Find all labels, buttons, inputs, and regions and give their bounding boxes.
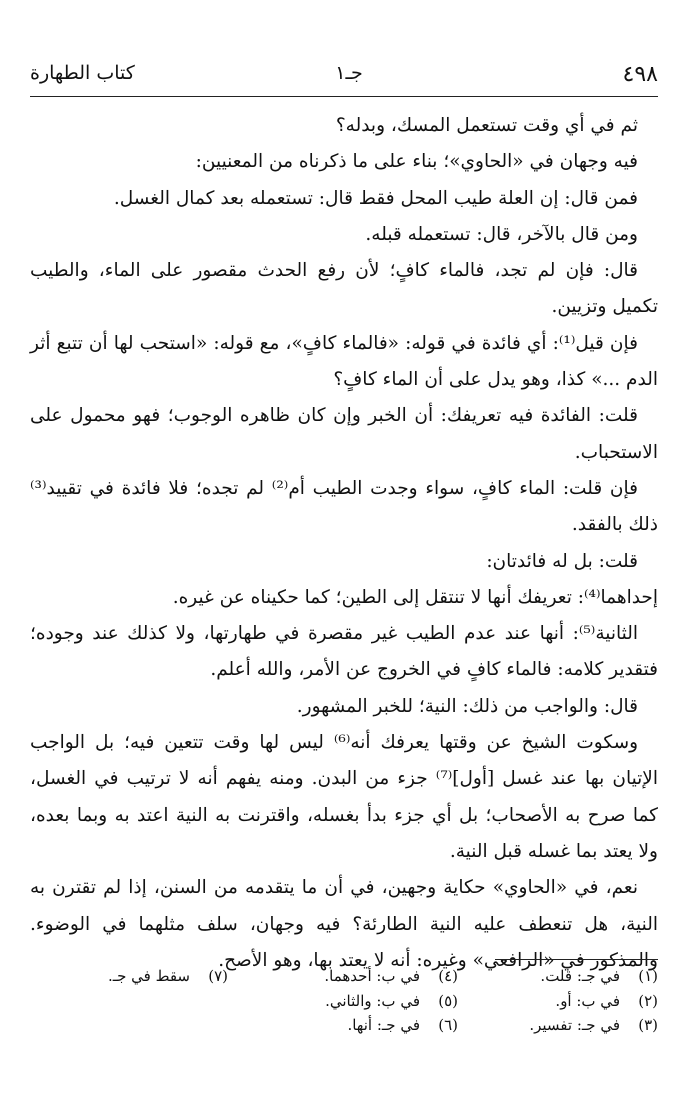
footnote-number: (٢) [638, 991, 658, 1010]
footnotes [30, 964, 658, 1038]
footnote-number: (٥) [438, 991, 458, 1010]
paragraph: قلت: بل له فائدتان: [486, 550, 638, 572]
footnote-number: (١) [638, 967, 658, 985]
footnote-number: (٣) [638, 1016, 658, 1034]
footnote-text: في جـ: أنها. [347, 1016, 420, 1034]
footnote [458, 964, 658, 989]
paragraph: إحداهما⁽⁴⁾: تعريفك أنها لا تنتقل إلى الطين؛ كما حكيناه عن غيره. [172, 586, 658, 608]
footnote-row [30, 1013, 658, 1038]
footnote-row [30, 964, 658, 989]
footnote [458, 989, 658, 1014]
footnote [458, 1013, 658, 1038]
footnote-number: (٦) [438, 1016, 458, 1034]
paragraph: وسكوت الشيخ عن وقتها يعرفك أنه⁽⁶⁾ ليس لها وقت تتعين فيه؛ بل الواجب الإتيان بها عند غسل [أول]⁽⁷⁾ جزء من البدن. ومنه يفهم أنه لا ترتيب في الغسل، كما صرح به الأصحاب؛ بل أي جزء بدأ بغسله، واقترنت به النية اعتد به وبما بعده، ولا يعتد بما غسله قبل النية. [30, 732, 659, 862]
footnote [48, 964, 228, 989]
footnote [228, 964, 458, 989]
footnote [228, 989, 458, 1014]
paragraph: قال: فإن لم تجد، فالماء كافٍ؛ لأن رفع الحدث مقصور على الماء، والطيب تكميل وتزيين. [30, 260, 658, 318]
footnote-number: (٤) [438, 967, 458, 985]
footnote-text: في جـ: تفسير. [529, 1016, 620, 1034]
footnote-text: في جـ: قلت. [540, 967, 620, 985]
paragraph: الثانية⁽⁵⁾: أنها عند عدم الطيب غير مقصرة في طهارتها، ولا كذلك عند وجوده؛ فتقدير كلامه: فالماء كافٍ في الخروج عن الأمر، والله أعلم. [30, 623, 658, 681]
paragraph: فمن قال: إن العلة طيب المحل فقط قال: تستعمله بعد كمال الغسل. [113, 187, 638, 209]
paragraph: فيه وجهان في «الحاوي»؛ بناء على ما ذكرناه من المعنيين: [195, 151, 638, 173]
footnote-text: في ب: والثاني. [325, 991, 420, 1010]
footnote-text: في ب: أو. [555, 991, 620, 1010]
footnote-rule [495, 959, 658, 960]
running-title: كتاب الطهارة [30, 62, 135, 84]
footnote-number: (٧) [208, 967, 228, 985]
paragraph: فإن قلت: الماء كافٍ، سواء وجدت الطيب أم⁽²⁾ لم تجده؛ فلا فائدة في تقييد⁽³⁾ ذلك بالفقد. [30, 477, 658, 536]
paragraph: نعم، في «الحاوي» حكاية وجهين، في أن ما يتقدمه من السنن، إذا لم تقترن به النية، هل تنعطف عليه النية الطارئة؟ فيه وجهان، سلف مثلهما في الوضوء. والمذكور في «الرافعي» وغيره: أنه لا يعتد بها، وهو الأصح. [30, 877, 658, 971]
header-rule [30, 96, 658, 97]
main-text [30, 108, 658, 979]
paragraph: قلت: الفائدة فيه تعريفك: أن الخبر وإن كان ظاهره الوجوب؛ فهو محمول على الاستحباب. [30, 405, 658, 463]
volume-label: جـ١ [335, 62, 363, 84]
footnote-row [30, 989, 658, 1014]
paragraph: فإن قيل⁽¹⁾: أي فائدة في قوله: «فالماء كافٍ»، مع قوله: «استحب لها أن تتبع أثر الدم ...» كذا، وهو يدل على أن الماء كافٍ؟ [30, 332, 658, 391]
page-number: ٤٩٨ [622, 62, 658, 87]
footnote [228, 1013, 458, 1038]
paragraph: قال: والواجب من ذلك: النية؛ للخبر المشهور. [296, 695, 638, 717]
paragraph: ومن قال بالآخر، قال: تستعمله قبله. [365, 223, 638, 245]
paragraph: ثم في أي وقت تستعمل المسك، وبدله؟ [335, 115, 638, 136]
footnote-text: في ب: أحدهما. [324, 967, 420, 985]
footnote-text: سقط في جـ. [107, 967, 190, 985]
